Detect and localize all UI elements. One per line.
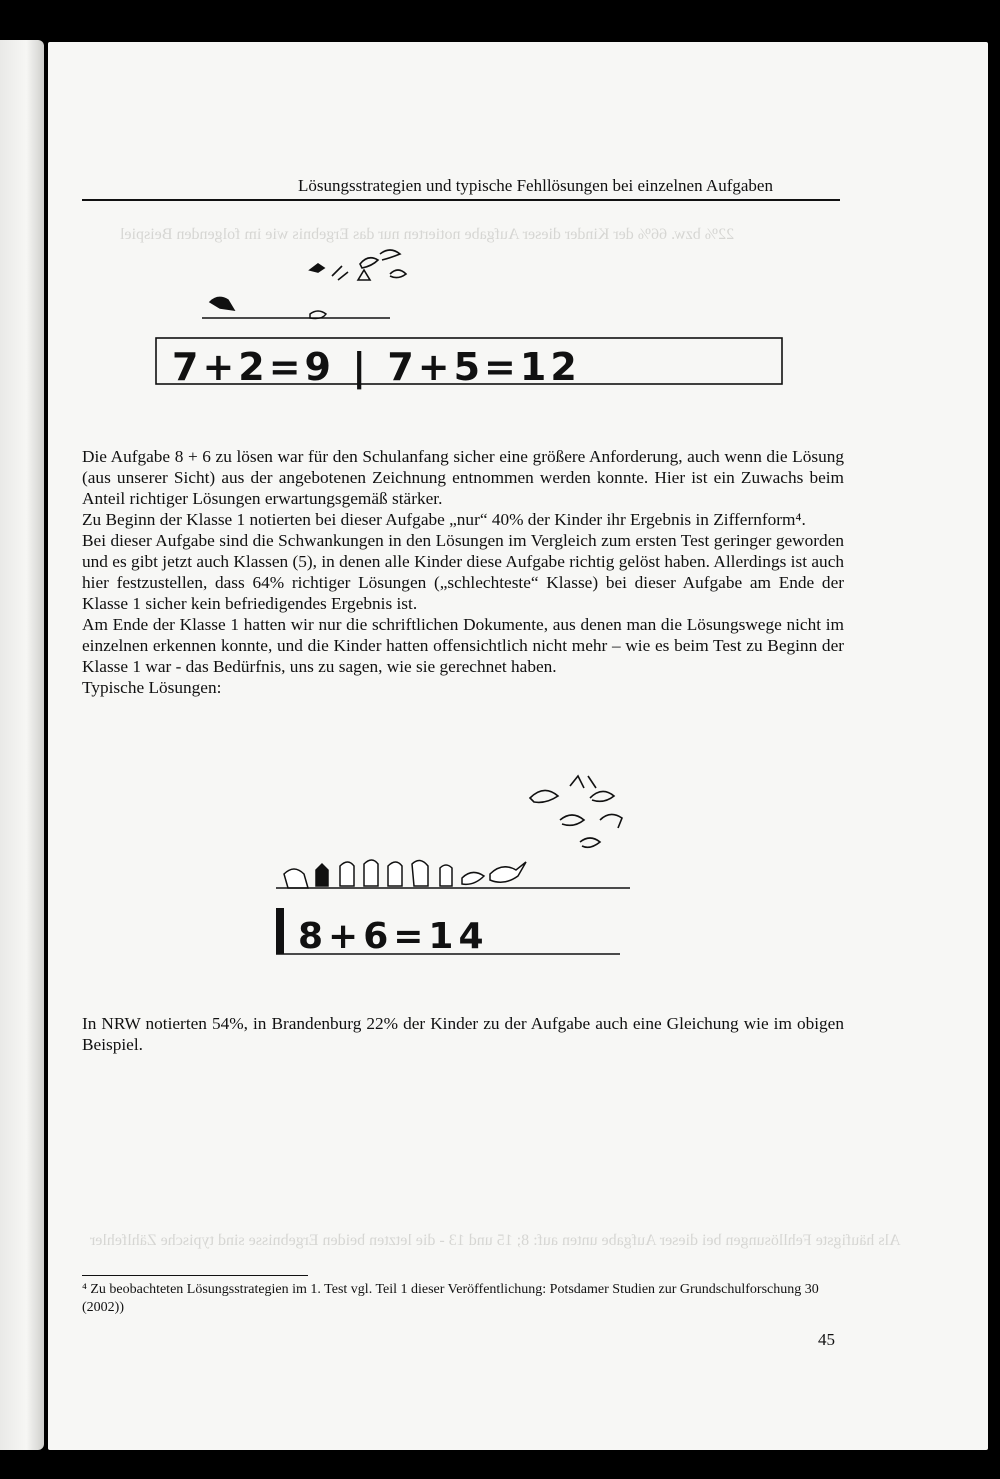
birds-flying-icon xyxy=(530,776,622,847)
running-header: Lösungsstrategien und typische Fehllösungen bei einzelnen Aufgaben xyxy=(298,176,773,195)
bleed-through-text: 22% bzw. 66% der Kinder dieser Aufgabe notierten nur das Ergebnis wie im folgenden Beispiel xyxy=(120,226,735,243)
handwritten-equation: 7+2=9 | 7+5=12 xyxy=(172,345,581,389)
paragraph-block xyxy=(82,446,844,698)
paragraph-2: Zu Beginn der Klasse 1 notierten bei dieser Aufgabe „nur“ 40% der Kinder ihr Ergebnis in Ziffernform⁴. xyxy=(82,510,806,529)
bleed-through-text: Als häufigste Fehllösungen bei dieser Aufgabe unten auf: 8; 15 und 13 - die letzten beiden Ergebnisse sind typische Zählfehler xyxy=(90,1232,901,1249)
footnote: ⁴ Zu beobachteten Lösungsstrategien im 1. Test vgl. Teil 1 dieser Veröffentlichung: Potsdamer Studien zur Grundschulforschung 30 (2002)) xyxy=(82,1282,819,1315)
footnote-rule xyxy=(82,1275,308,1276)
birds-sitting-icon xyxy=(284,860,526,888)
paragraph-5: Typische Lösungen: xyxy=(82,678,222,697)
paragraph-4: Am Ende der Klasse 1 hatten wir nur die schriftlichen Dokumente, aus denen man die Lösungswege nicht im einzelnen erkennen konnte, und die Kinder hatten offensichtlich nicht mehr – wie es beim Test zu Beginn der Klasse 1 war - das Bedürfnis, uns zu sagen, wie sie gerechnet haben. xyxy=(82,615,844,676)
birds-flying-icon xyxy=(310,250,406,280)
birds-sitting-icon xyxy=(210,297,326,318)
page-number: 45 xyxy=(818,1330,835,1349)
previous-page-edge xyxy=(0,40,44,1450)
equation-box xyxy=(276,908,284,954)
header-rule xyxy=(82,199,840,201)
paragraph-1: Die Aufgabe 8 + 6 zu lösen war für den Schulanfang sicher eine größere Anforderung, auch wenn die Lösung (aus unserer Sicht) aus der angebotenen Zeichnung entnommen werden konnte. Hier ist ein Zuwachs beim Anteil richtiger Lösungen erwartungsgemäß stärker. xyxy=(82,447,844,508)
paragraph-3: Bei dieser Aufgabe sind die Schwankungen in den Lösungen im Vergleich zum ersten Test geringer geworden und es gibt jetzt auch Klassen (5), in denen alle Kinder diese Aufgabe richtig gelöst haben. Allerdings ist auch hier festzustellen, dass 64% richtiger Lösungen („schlechteste“ Klasse) bei dieser Aufgabe am Ende der Klasse 1 sicher kein befriedigendes Ergebnis ist. xyxy=(82,531,844,613)
handwritten-equation: 8+6=14 xyxy=(298,916,489,957)
figure-birds-equation-1 xyxy=(150,240,790,390)
figure-birds-equation-2 xyxy=(270,768,650,958)
closing-paragraph: In NRW notierten 54%, in Brandenburg 22% der Kinder zu der Aufgabe auch eine Gleichung wie im obigen Beispiel. xyxy=(82,1014,844,1054)
